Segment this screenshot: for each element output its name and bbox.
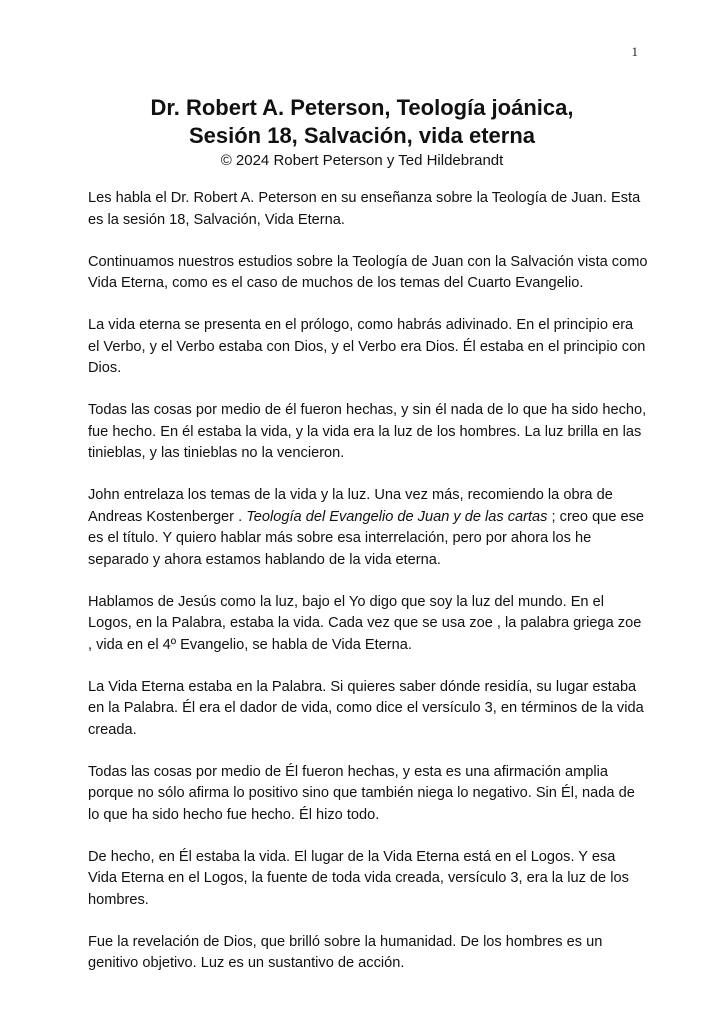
document-title-line-1: Dr. Robert A. Peterson, Teología joánica, — [150, 95, 574, 120]
copyright-notice: © 2024 Robert Peterson y Ted Hildebrandt — [220, 152, 504, 169]
paragraph-10: Fue la revelación de Dios, que brilló sobre la humanidad. De los hombres es un genitivo objetivo. Luz es un sustantivo de acción. — [88, 933, 603, 971]
paragraph-7: La Vida Eterna estaba en la Palabra. Si quieres saber dónde residía, su lugar estaba en la Palabra. Él era el dador de vida, como dice el versículo 3, en términos de la vida creada. — [88, 678, 644, 738]
paragraph-8: Todas las cosas por medio de Él fueron hechas, y esta es una afirmación amplia porque no sólo afirma lo positivo sino que también niega lo negativo. Sin Él, nada de lo que ha sido hecho fue hecho. Él hizo todo. — [88, 763, 635, 823]
paragraph-3: La vida eterna se presenta en el prólogo, como habrás adivinado. En el principio era el Verbo, y el Verbo estaba con Dios, y el Verbo era Dios. Él estaba en el principio con Dios. — [88, 317, 646, 376]
document-header — [0, 94, 724, 171]
paragraph-2: Continuamos nuestros estudios sobre la Teología de Juan con la Salvación vista como Vida Eterna, como es el caso de muchos de los temas del Cuarto Evangelio. — [88, 253, 648, 291]
paragraph-5-text-before: John entrelaza los temas de la vida y la luz. Una vez más, recomiendo la obra de Andreas Kostenberger . — [88, 487, 613, 525]
paragraph-1: Les habla el Dr. Robert A. Peterson en su enseñanza sobre la Teología de Juan. Esta es la sesión 18, Salvación, Vida Eterna. — [88, 190, 641, 228]
paragraph-4: Todas las cosas por medio de él fueron hechas, y sin él nada de lo que ha sido hecho, fue hecho. En él estaba la vida, y la vida era la luz de los hombres. La luz brilla en las tinieblas, y las tinieblas no la vencieron. — [88, 402, 647, 461]
book-title-italic: Teología del Evangelio de Juan y de las cartas — [246, 508, 548, 525]
page-number: 1 — [631, 44, 638, 59]
paragraph-9: De hecho, en Él estaba la vida. El lugar de la Vida Eterna está en el Logos. Y esa Vida Eterna en el Logos, la fuente de toda vida creada, versículo 3, era la luz de los hombres. — [88, 848, 629, 908]
document-body — [88, 188, 648, 995]
paragraph-5-text-after: ; creo que ese es el título. Y quiero hablar más sobre esa interrelación, pero por ahora los he separado y ahora estamos hablando de la vida eterna. — [88, 508, 645, 568]
paragraph-6: Hablamos de Jesús como la luz, bajo el Yo digo que soy la luz del mundo. En el Logos, en la Palabra, estaba la vida. Cada vez que se usa zoe , la palabra griega zoe , vida en el 4º Evangelio, se habla de Vida Eterna. — [88, 593, 642, 653]
document-title-line-2: Sesión 18, Salvación, vida eterna — [188, 123, 536, 148]
paragraph-5 — [88, 485, 648, 571]
